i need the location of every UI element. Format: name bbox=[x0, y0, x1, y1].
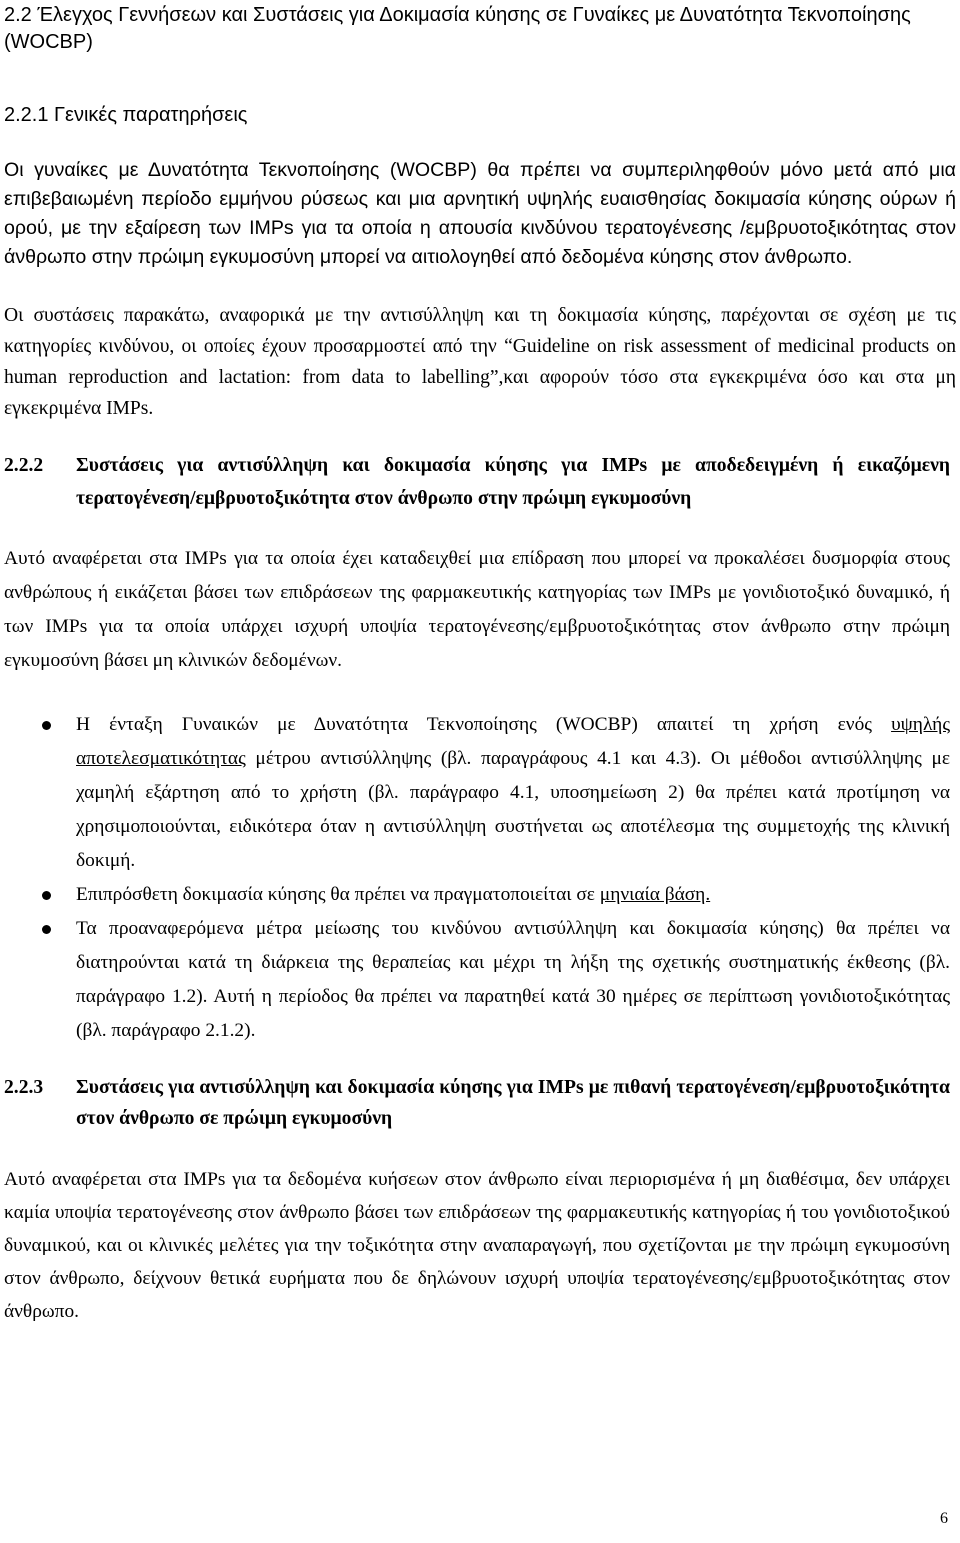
bullet-icon bbox=[42, 925, 51, 934]
bullet-text: μέτρου αντισύλληψης (βλ. παραγράφους 4.1 και 4.3). Οι μέθοδοι αντισύλληψης με χαμηλή εξάρτηση από το χρήστη (βλ. παράγραφο 4.1, υποσημείωση 2) θα πρέπει κατά προτίμηση να χρησιμοποιούνται, ειδικότερα όταν η αντισύλληψη συστήνεται ως αποτέλεσμα της συμμετοχής της κλινική δοκιμή. bbox=[76, 748, 950, 871]
bullet-list-measures bbox=[4, 708, 956, 1048]
bullet-text: Τα προαναφερόμενα μέτρα μείωσης του κινδύνου αντισύλληψη και δοκιμασία κύησης) θα πρέπει να διατηρούνται κατά τη διάρκεια της θεραπείας και μέχρι τη λήξη της σχετικής συστηματικής έκθεσης (βλ. παράγραφο 1.2). Αυτή η περίοδος θα πρέπει να παρατηθεί κατά 30 ημέρες σε περίπτωση γονιδιοτοξικότητας (βλ. παράγραφο 2.1.2). bbox=[76, 918, 950, 1041]
subsection-heading-2-2-1: 2.2.1 Γενικές παρατηρήσεις bbox=[4, 104, 248, 126]
subsection-heading-2-2-2 bbox=[4, 449, 956, 515]
subsection-title: Συστάσεις για αντισύλληψη και δοκιμασία κύησης για IMPs με αποδεδειγμένη ή εικαζόμενη τερατογένεση/εμβρυοτοξικότητα στον άνθρωπο στην πρώιμη εγκυμοσύνη bbox=[76, 455, 950, 509]
subsection-number: 2.2.3 bbox=[4, 1077, 44, 1098]
bullet-text-underlined: μηνιαία βάση. bbox=[599, 884, 711, 905]
paragraph-general-1: Οι γυναίκες με Δυνατότητα Τεκνοποίησης (WOCBP) θα πρέπει να συμπεριληφθούν μόνο μετά από μια επιβεβαιωμένη περίοδο εμμήνου ρύσεως και μια αρνητική υψηλής ευαισθησίας δοκιμασία κύησης ούρων ή ορού, με την εξαίρεση των IMPs για τα οποία η απουσία κινδύνου τερατογένεσης /εμβρυοτοξικότητας στον άνθρωπο στην πρώιμη εγκυμοσύνη μπορεί να αιτιολογηθεί από δεδομένα κύησης στον άνθρωπο. bbox=[4, 159, 956, 268]
bullet-text-underlined: υψηλής αποτελεσματικότητας bbox=[76, 714, 950, 769]
subsection-title: Συστάσεις για αντισύλληψη και δοκιμασία κύησης για IMPs με πιθανή τερατογένεση/εμβρυοτοξικότητα στον άνθρωπο σε πρώιμη εγκυμοσύνη bbox=[76, 1077, 950, 1129]
bullet-icon bbox=[42, 721, 51, 730]
section-heading: 2.2 Έλεγχος Γεννήσεων και Συστάσεις για Δοκιμασία κύησης σε Γυναίκες με Δυνατότητα Τεκνοποίησης (WOCBP) bbox=[4, 4, 911, 53]
paragraph-general-2: Οι συστάσεις παρακάτω, αναφορικά με την αντισύλληψη και τη δοκιμασία κύησης, παρέχονται σε σχέση με τις κατηγορίες κινδύνου, οι οποίες έχουν προσαρμοστεί από την “Guideline on risk assessment of medicinal products on human reproduction and lactation: from data to labelling”,και αφορούν τόσο στα εγκεκριμένα όσο και στα μη εγκεκριμένα IMPs. bbox=[4, 305, 956, 419]
subsection-heading-2-2-3 bbox=[4, 1072, 956, 1134]
paragraph-possible-teratogen: Αυτό αναφέρεται στα IMPs για τα δεδομένα κυήσεων στον άνθρωπο είναι περιορισμένα ή μη διαθέσιμα, δεν υπάρχει καμία υποψία τερατογένεσης στον άνθρωπο βάσει των επιδράσεων της φαρμακευτικής κατηγορίας ή του γονιδιοτοξικού δυναμικού, και οι κλινικές μελέτες για την τοξικότητα στην αναπαραγωγή, που σχετίζονται με την πρώιμη εγκυμοσύνη στον άνθρωπο, δείχνουν θετικά ευρήματα που δε δηλώνουν ισχυρή υποψία τερατογένεσης/εμβρυοτοξικότητας στον άνθρωπο. bbox=[4, 1169, 950, 1322]
page-number: 6 bbox=[940, 1510, 948, 1527]
list-item bbox=[4, 878, 956, 912]
bullet-icon bbox=[42, 891, 51, 900]
list-item bbox=[4, 708, 956, 878]
bullet-text: Η ένταξη Γυναικών με Δυνατότητα Τεκνοποίησης (WOCBP) απαιτεί τη χρήση ενός bbox=[76, 714, 892, 735]
subsection-number: 2.2.2 bbox=[4, 455, 44, 476]
list-item bbox=[4, 912, 956, 1048]
bullet-text: Επιπρόσθετη δοκιμασία κύησης θα πρέπει να πραγματοποιείται σε bbox=[76, 884, 600, 905]
paragraph-known-teratogen: Αυτό αναφέρεται στα IMPs για τα οποία έχει καταδειχθεί μια επίδραση που μπορεί να προκαλέσει δυσμορφία στους ανθρώπους ή εικάζεται βάσει των επιδράσεων της φαρμακευτικής κατηγορίας των IMPs με γονιδιοτοξικό δυναμικό, ή των IMPs για τα οποία υπάρχει ισχυρή υποψία τερατογένεσης/εμβρυοτοξικότητας στον άνθρωπο στην πρώιμη εγκυμοσύνη βάσει μη κλινικών δεδομένων. bbox=[4, 548, 950, 671]
